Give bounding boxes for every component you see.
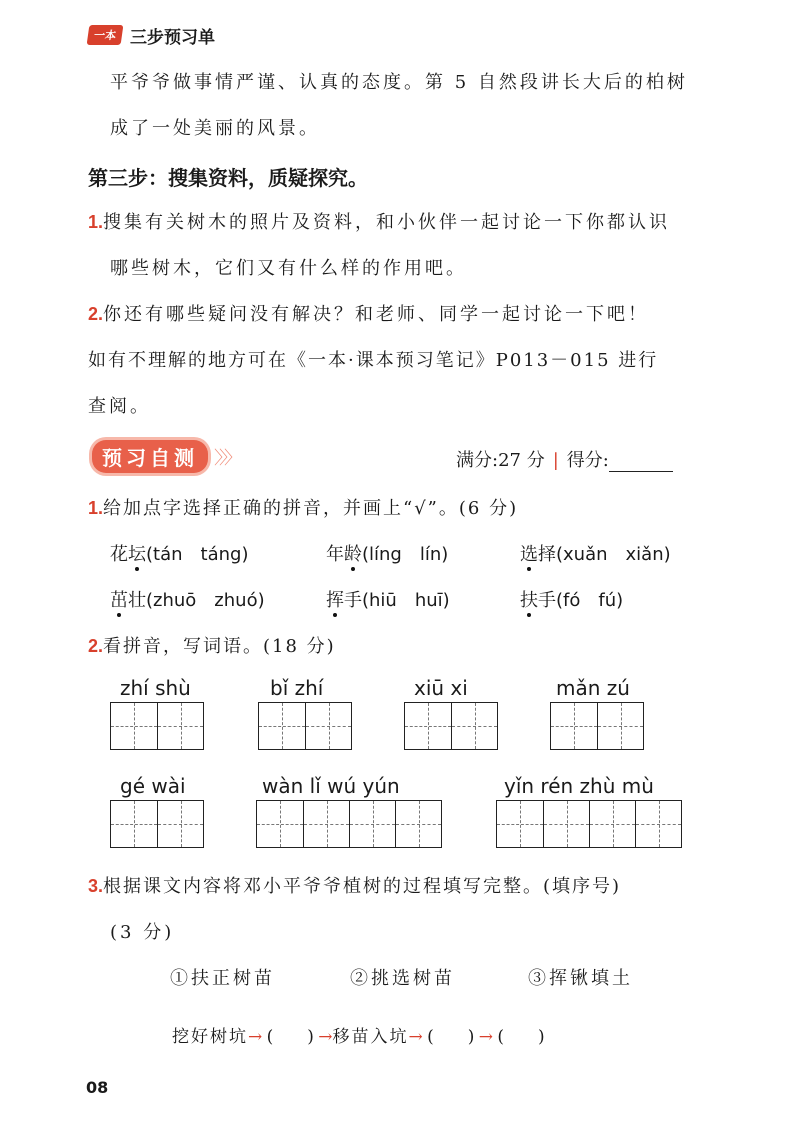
header-title: 三步预习单 bbox=[130, 27, 215, 48]
char: 年 bbox=[326, 544, 344, 565]
writing-cell[interactable] bbox=[597, 703, 643, 749]
step3-item1-line2: 哪些树木，它们又有什么样的作用吧。 bbox=[110, 258, 467, 279]
pinyin-label: xiū xi bbox=[414, 676, 468, 700]
item-text: 搜集有关树木的照片及资料，和小伙伴一起讨论一下你都认识 bbox=[103, 212, 671, 233]
paren-left: ( bbox=[266, 1027, 274, 1047]
dotted-char: 茁 bbox=[110, 590, 128, 611]
writing-cell[interactable] bbox=[589, 801, 635, 847]
dotted-char: 挥 bbox=[326, 590, 344, 611]
item-text: 你还有哪些疑问没有解决？和老师、同学一起讨论一下吧！ bbox=[103, 304, 650, 325]
q2-prompt bbox=[88, 632, 336, 658]
char: 手 bbox=[538, 590, 556, 611]
full-score: 满分:27 分 bbox=[456, 450, 545, 471]
answer-blank[interactable] bbox=[493, 1022, 549, 1047]
paren-right: ) bbox=[538, 1027, 545, 1047]
self-test-badge bbox=[92, 440, 238, 473]
writing-grid[interactable] bbox=[110, 800, 204, 848]
flow-middle: 移苗入坑 bbox=[332, 1027, 409, 1047]
q1-item-6[interactable] bbox=[520, 586, 623, 612]
pinyin-label: zhí shù bbox=[120, 676, 191, 700]
writing-cell[interactable] bbox=[157, 801, 203, 847]
writing-cell[interactable] bbox=[635, 801, 681, 847]
chevron-icon: 〉〉〉 bbox=[214, 447, 238, 469]
reference-note-line1: 如有不理解的地方可在《一本·课本预习笔记》P013－015 进行 bbox=[88, 350, 659, 371]
pinyin-label: gé wài bbox=[120, 774, 186, 798]
intro-line-2: 成了一处美丽的风景。 bbox=[110, 118, 320, 139]
q3-option-2: ②挑选树苗 bbox=[350, 968, 455, 989]
got-score-label: 得分: bbox=[566, 450, 609, 471]
q3-option-3: ③挥锹填土 bbox=[528, 968, 633, 989]
writing-grid[interactable] bbox=[550, 702, 644, 750]
paren-right: ) bbox=[307, 1027, 314, 1047]
pinyin-label: yǐn rén zhù mù bbox=[504, 774, 654, 798]
answer-blank[interactable] bbox=[262, 1022, 318, 1047]
q3-process-flow bbox=[172, 1022, 549, 1047]
char: 择 bbox=[538, 544, 556, 565]
arrow-icon: → bbox=[478, 1027, 493, 1047]
dotted-char: 选 bbox=[520, 544, 538, 565]
pinyin-options: (líng lín) bbox=[362, 544, 449, 565]
writing-cell[interactable] bbox=[551, 703, 597, 749]
pinyin-options: (xuǎn xiǎn) bbox=[556, 544, 671, 565]
writing-grid[interactable] bbox=[110, 702, 204, 750]
writing-grid[interactable] bbox=[496, 800, 682, 848]
paren-right: ) bbox=[467, 1027, 475, 1047]
reference-note-line2: 查阅。 bbox=[88, 396, 151, 417]
pinyin-options: (zhuō zhuó) bbox=[146, 590, 265, 611]
score-line bbox=[456, 446, 673, 472]
question-number: 3. bbox=[88, 876, 104, 896]
item-number: 1. bbox=[88, 212, 104, 232]
q3-option-1: ①扶正树苗 bbox=[170, 968, 275, 989]
score-separator: | bbox=[552, 450, 559, 471]
question-text: 根据课文内容将邓小平爷爷植树的过程填写完整。(填序号) bbox=[103, 876, 622, 897]
writing-cell[interactable] bbox=[111, 703, 157, 749]
writing-cell[interactable] bbox=[305, 703, 351, 749]
q1-item-4[interactable] bbox=[110, 586, 265, 612]
score-blank[interactable] bbox=[609, 455, 673, 472]
paren-left: ( bbox=[497, 1027, 504, 1047]
q1-prompt bbox=[88, 494, 518, 520]
writing-cell[interactable] bbox=[543, 801, 589, 847]
arrow-icon: → bbox=[318, 1027, 333, 1047]
char: 壮 bbox=[128, 590, 146, 611]
writing-cell[interactable] bbox=[497, 801, 543, 847]
q1-item-5[interactable] bbox=[326, 586, 450, 612]
pinyin-options: (hiū huī) bbox=[362, 590, 450, 611]
writing-cell[interactable] bbox=[395, 801, 441, 847]
q3-prompt bbox=[88, 872, 621, 898]
question-number: 1. bbox=[88, 498, 104, 518]
q1-item-2[interactable] bbox=[326, 540, 448, 566]
brand-logo: 一本 bbox=[87, 25, 124, 45]
writing-grid[interactable] bbox=[258, 702, 352, 750]
pinyin-label: bǐ zhí bbox=[270, 676, 324, 700]
writing-cell[interactable] bbox=[157, 703, 203, 749]
char: 花 bbox=[110, 544, 128, 565]
pinyin-label: wàn lǐ wú yún bbox=[262, 774, 400, 798]
q1-item-3[interactable] bbox=[520, 540, 671, 566]
q3-points: (3 分) bbox=[110, 922, 175, 943]
paren-left: ( bbox=[427, 1027, 434, 1047]
intro-line-1: 平爷爷做事情严谨、认真的态度。第 5 自然段讲长大后的柏树 bbox=[110, 72, 688, 93]
writing-cell[interactable] bbox=[405, 703, 451, 749]
step3-heading: 第三步：搜集资料，质疑探究。 bbox=[88, 166, 368, 190]
step3-item1-line1 bbox=[88, 208, 670, 234]
arrow-icon: → bbox=[408, 1027, 423, 1047]
writing-cell[interactable] bbox=[111, 801, 157, 847]
q1-item-1[interactable] bbox=[110, 540, 248, 566]
writing-cell[interactable] bbox=[259, 703, 305, 749]
question-text: 看拼音，写词语。(18 分) bbox=[103, 636, 336, 657]
char: 手 bbox=[344, 590, 362, 611]
question-number: 2. bbox=[88, 636, 104, 656]
dotted-char: 龄 bbox=[344, 544, 362, 565]
dotted-char: 坛 bbox=[128, 544, 146, 565]
writing-cell[interactable] bbox=[451, 703, 497, 749]
writing-cell[interactable] bbox=[303, 801, 349, 847]
step3-item2 bbox=[88, 300, 649, 326]
page-header bbox=[88, 22, 215, 48]
page-number: 08 bbox=[86, 1078, 109, 1097]
pinyin-options: (tán táng) bbox=[146, 544, 249, 565]
writing-grid[interactable] bbox=[404, 702, 498, 750]
dotted-char: 扶 bbox=[520, 590, 538, 611]
question-text: 给加点字选择正确的拼音，并画上“√”。(6 分) bbox=[103, 498, 519, 519]
pinyin-label: mǎn zú bbox=[556, 676, 630, 700]
arrow-icon: → bbox=[248, 1027, 263, 1047]
writing-cell[interactable] bbox=[349, 801, 395, 847]
answer-blank[interactable] bbox=[423, 1022, 479, 1047]
writing-grid[interactable] bbox=[256, 800, 442, 848]
pinyin-options: (fó fú) bbox=[556, 590, 624, 611]
self-test-label: 预习自测 bbox=[92, 440, 208, 473]
writing-cell[interactable] bbox=[257, 801, 303, 847]
item-number: 2. bbox=[88, 304, 104, 324]
flow-start: 挖好树坑 bbox=[172, 1027, 248, 1047]
